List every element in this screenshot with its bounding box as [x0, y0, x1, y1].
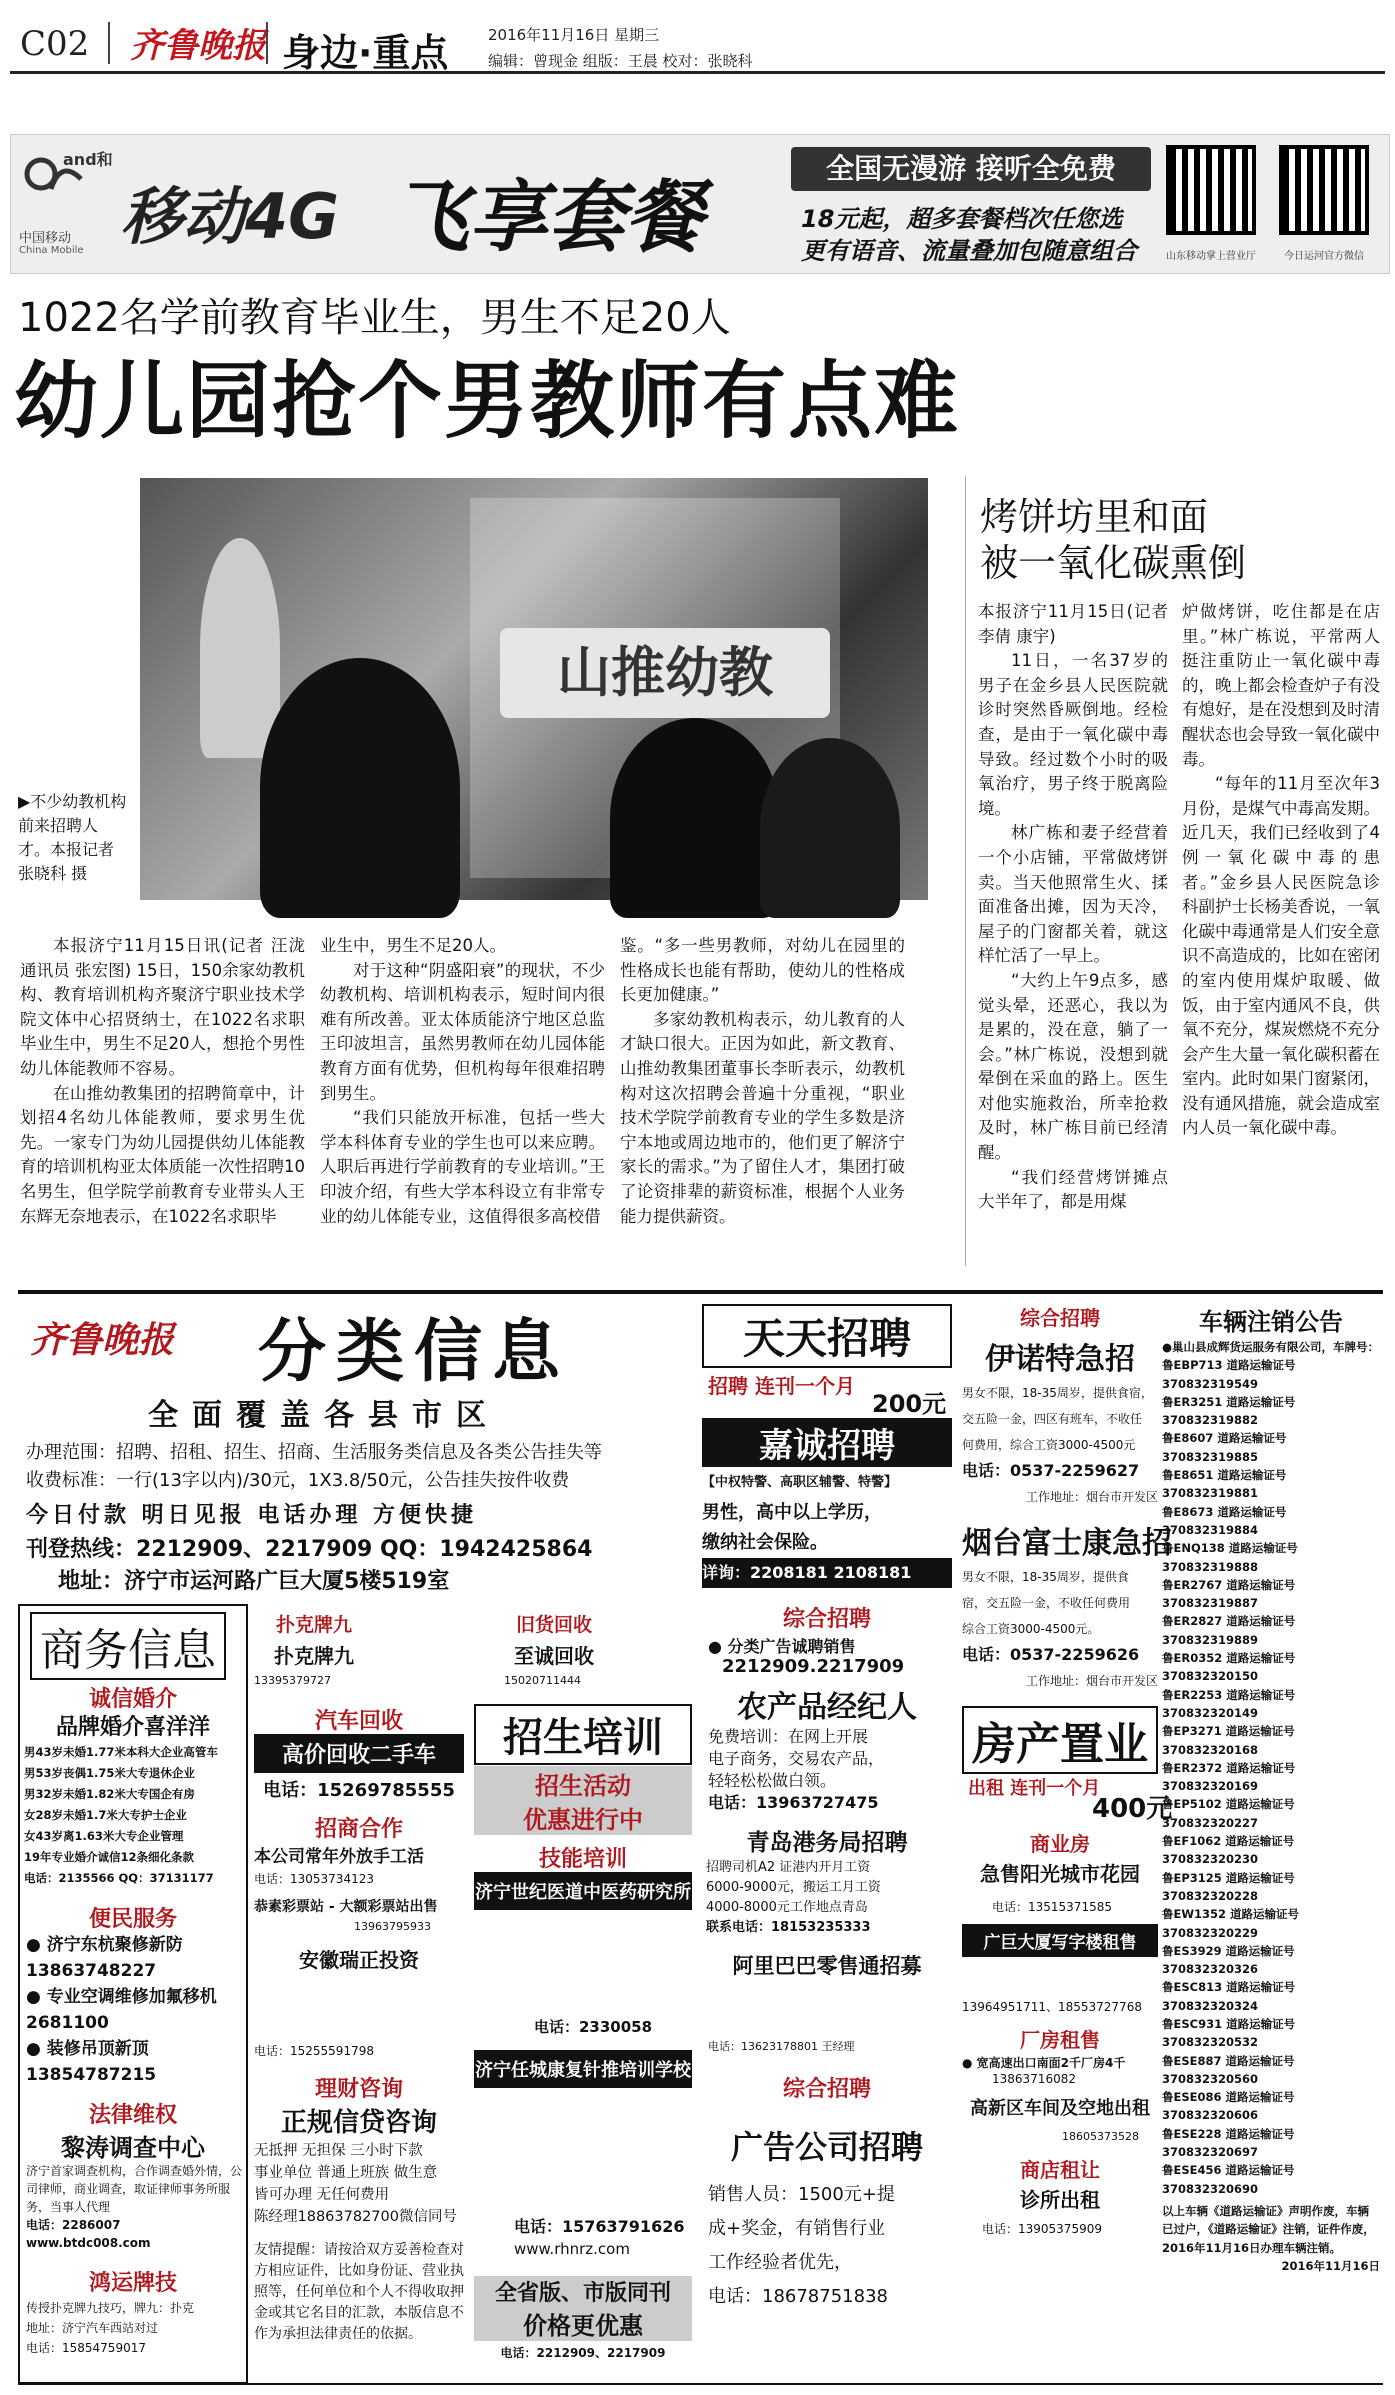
shop-phone: 电话：13515371585	[992, 1900, 1112, 1914]
comp-heading-3: 综合招聘	[1020, 1306, 1100, 1330]
car-heading: 汽车回收	[314, 1709, 403, 1734]
side-column-1	[978, 600, 1168, 1215]
list-item: 鲁ER2372 道路运输证号370832320169	[1162, 1760, 1296, 1794]
paragraph: 鉴。“多一些男教师，对幼儿在园里的性格成长也能有帮助，使幼儿的性格成长更加健康。”	[620, 936, 905, 1005]
company-name: 中国移动	[19, 231, 72, 246]
divider	[266, 22, 268, 64]
list-item: 电子商务，交易农产品，	[708, 1749, 885, 1768]
reminder: 友情提醒：请按洽双方妥善检查对方相应证件，比如身份证、营业执照等，任何单位和个人不得收取押金或其它名目的汇款，本版信息不作为承担法律责任的依据。	[254, 2242, 464, 2342]
paragraph: 业生中，男生不足20人。	[320, 936, 506, 955]
marriage-heading: 诚信婚介	[88, 1687, 177, 1712]
yantai-title: 烟台富士康急招	[962, 1526, 1172, 1561]
list-item: 免费培训：在网上开展	[708, 1727, 869, 1746]
yinuo-title: 伊诺特急招	[985, 1342, 1135, 1377]
gaoxin-phone: 18605373528	[1062, 2130, 1139, 2143]
loan-details	[254, 2140, 469, 2228]
editor-credits: 编辑：曾现金 组版：王晨 校对：张晓科	[488, 52, 753, 70]
ad-company-title: 广告公司招聘	[730, 2128, 923, 2166]
list-item: 济宁首家调查机构，合作调查婚外情，公司律师，商业调查，取证律师事务所服务，当事人代理	[26, 2164, 243, 2214]
paragraph: 在山推幼教集团的招聘简章中，计划招4名幼儿体能教师，要求男生优先。一家专门为幼儿园提供幼儿体能教育的培训机构亚太体质能一次性招聘10名男生，但学院学前教育专业带头人王东辉无奈地表示，在1022名求职毕	[20, 1083, 305, 1226]
vehicle-list	[1162, 1338, 1380, 2275]
list-item: 传授扑克牌九技巧，牌九：扑克	[26, 2301, 195, 2315]
vehicle-note: 以上车辆《道路运输证》声明作废，车辆已过户，《道路运输证》注销，证件作废，2016年11月16日办理车辆注销。	[1162, 2203, 1375, 2255]
repair-details	[26, 2298, 244, 2358]
list-item: 男43岁未婚1.77米本科大企业高管车	[24, 1745, 218, 1759]
list-item: 4000-8000元工作地点青岛	[706, 1900, 868, 1915]
classified-title: 分类信息	[258, 1313, 571, 1392]
rent-label: 出租 连刊一个月	[968, 1778, 1101, 1799]
school3-phone: 电话：2212909、2217909	[500, 2346, 666, 2360]
paragraph: “我们只能放开标准，包括一些大学本科体育专业的学生也可以来应聘。人职后再进行学前教育的专业培训。”王印波介绍，有些大学本科设立有非常专业的幼儿体能专业，这值得很多高校借	[320, 1108, 605, 1226]
factory-line: ● 宽高速出口南面2千厂房4千	[962, 2056, 1126, 2070]
list-item: 电话：13963727475	[708, 1793, 879, 1812]
school3-sub: 价格更优惠	[474, 2306, 692, 2341]
marriage-list	[24, 1742, 246, 1889]
paragraph: “我们经营烤饼摊点大半年了，都是用煤	[978, 1167, 1168, 1212]
list-item: 鲁EP3271 道路运输证号370832320168	[1162, 1724, 1295, 1757]
list-item: 交五险一金，四区有班车，不收任	[962, 1412, 1143, 1426]
qd-details	[706, 1858, 952, 1938]
skills-heading: 技能培训	[538, 1847, 627, 1872]
qd-title: 青岛港务局招聘	[746, 1830, 908, 1856]
property-title: 房产置业	[962, 1706, 1158, 1774]
list-item: 2681100	[26, 2013, 109, 2033]
list-item: 鲁EP5102 道路运输证号370832320227	[1162, 1797, 1295, 1830]
list-item: 工作地址：烟台市开发区	[1025, 1674, 1158, 1688]
list-item: 缴纳社会保险。	[702, 1532, 828, 1553]
shop-heading: 商业房	[1030, 1832, 1090, 1856]
list-item: 男32岁未婚1.82米大专国企有房	[24, 1787, 195, 1801]
rent-price: 400元	[1092, 1794, 1173, 1824]
legal-heading: 法律维权	[88, 2103, 177, 2128]
issue-date: 2016年11月16日 星期三	[488, 26, 660, 44]
list-item: 电话：15854759017	[26, 2341, 146, 2355]
school2-web[interactable]: www.rhnrz.com	[514, 2240, 630, 2258]
guangju-phone: 13964951711、18553727768	[962, 2000, 1142, 2014]
business-title: 商务信息	[30, 1612, 226, 1680]
person	[610, 718, 780, 918]
list-item: 宿，交五险一金，不收任何费用	[962, 1596, 1131, 1610]
alibaba-phone: 电话：13623178801 王经理	[708, 2040, 855, 2053]
list-item: 鲁ESC813 道路运输证号370832320324	[1162, 1980, 1296, 2013]
list-item: 鲁ESE086 道路运输证号370832320606	[1162, 2090, 1295, 2123]
legal-name: 黎涛调查中心	[61, 2134, 205, 2162]
article-kicker: 1022名学前教育毕业生，男生不足20人	[18, 295, 731, 341]
paper-logo: 齐鲁晚报	[130, 26, 266, 66]
person	[200, 538, 280, 758]
list-item: 鲁EBP713 道路运输证号370832319549	[1162, 1358, 1296, 1391]
ad-company-details	[708, 2178, 952, 2314]
photo-caption: ▶不少幼教机构前来招聘人才。本报记者 张晓科 摄	[18, 792, 127, 883]
paragraph: “大约上午9点多，感觉头晕，还恶心，我以为是累的，没在意，躺了一会。”林广栋说，没想到就晕倒在采血的路上。医生对他实施救治，所幸抢救及时，林广栋目前已经清醒。	[978, 970, 1168, 1163]
classified-logo: 齐鲁晚报	[30, 1319, 175, 1361]
person	[260, 658, 460, 918]
yantai-details	[962, 1564, 1158, 1694]
list-item: 地址：济宁汽车西站对过	[26, 2321, 159, 2335]
guangju-title: 广巨大厦写字楼租售	[962, 1924, 1158, 1957]
list-item: 鲁ER2767 道路运输证号370832319887	[1162, 1577, 1296, 1611]
divider	[108, 22, 110, 64]
list-item[interactable]: 详询：2208181 2108181	[702, 1558, 952, 1588]
list-item: 鲁ESC931 道路运输证号370832320532	[1162, 2016, 1296, 2050]
daily-price: 200元	[872, 1390, 947, 1418]
list-item: 鲁ESE887 道路运输证号370832320560	[1162, 2053, 1295, 2086]
comp-phone[interactable]: 2212909.2217909	[722, 1656, 905, 1677]
list-item: 鲁E8673 道路运输证号370832319884	[1162, 1504, 1287, 1537]
factory-heading: 厂房租售	[1020, 2028, 1100, 2052]
list-item: 轻轻松松做白领。	[708, 1771, 837, 1790]
list-item: 电话：0537-2259626	[962, 1645, 1140, 1664]
list-item: 13863748227	[26, 1961, 157, 1981]
list-item: 何费用，综合工资3000-4500元	[962, 1438, 1136, 1452]
list-item: 综合工资3000-4500元。	[962, 1622, 1100, 1636]
article-column-3	[620, 934, 905, 1229]
list-item: 19年专业婚介诚信12条细化条款	[24, 1850, 195, 1864]
legal-details	[26, 2162, 244, 2252]
qr-code-icon[interactable]	[1166, 145, 1256, 235]
list-item: 电话：2135566 QQ：37131177	[24, 1871, 214, 1885]
car-phone[interactable]: 电话：15269785555	[263, 1780, 455, 1801]
photo-sign: 山推幼教	[500, 628, 830, 718]
list-item: 鲁ER3251 道路运输证号370832319882	[1162, 1394, 1296, 1428]
classified-section	[18, 1290, 1383, 2385]
list-item: 成+奖金，有销售行业	[708, 2218, 886, 2239]
list-item: 男女不限，18-35周岁，提供食宿，	[962, 1386, 1153, 1400]
paragraph: 本报济宁11月15日(记者 李倩 康宇)	[978, 602, 1168, 646]
paragraph: 11日，一名37岁的男子在金乡县人民医院就诊时突然昏厥倒地。经检查，是由于一氧化碳中毒导致。经过数个小时的吸氧治疗，男子终于脱离险境。	[978, 651, 1168, 818]
ad-sub-2: 更有语音、流量叠加包随意组合	[801, 237, 1137, 265]
and-brand: and和	[63, 150, 113, 169]
ad-highlight: 全国无漫游 接听全免费	[791, 147, 1151, 191]
farm-title: 农产品经纪人	[737, 1690, 917, 1725]
list-item: 鲁E8607 道路运输证号370832319885	[1162, 1431, 1287, 1464]
list-item: 【中权特警、高职区辅警、特警】	[702, 1475, 898, 1490]
school2-title: 济宁任城康复针推培训学校	[474, 2050, 692, 2088]
list-item: ● 专业空调维修加氟移机	[26, 1987, 217, 2007]
loan-title: 正规信贷咨询	[280, 2108, 437, 2138]
list-item: 女43岁离1.63米大专企业管理	[24, 1829, 184, 1843]
list-item: 男53岁丧偶1.75米大专退休企业	[24, 1766, 195, 1780]
page-header	[10, 8, 1385, 74]
school2-phone: 电话：15763791626	[514, 2217, 685, 2236]
list-item: 工作地址：烟台市开发区	[1025, 1490, 1158, 1504]
list-item: 电话：2286007 www.btdc008.com	[26, 2218, 151, 2250]
safety-phone: 电话：15255591798	[254, 2044, 374, 2058]
article-headline: 幼儿园抢个男教师有点难	[14, 352, 961, 450]
side-story-title-1: 烤饼坊里和面	[980, 495, 1209, 539]
article-column-2	[320, 934, 605, 1229]
list-item: 无抵押 无担保 三小时下款	[254, 2143, 423, 2159]
store-title: 诊所出租	[1020, 2188, 1100, 2212]
business-column	[18, 1604, 248, 2384]
list-item: 工作经验者优先，	[708, 2252, 852, 2273]
person	[760, 738, 900, 918]
side-column-2	[1182, 600, 1380, 1141]
ad-sub-1: 18元起，超多套餐档次任您选	[801, 205, 1123, 233]
list-item: 13854787215	[26, 2065, 157, 2085]
classified-address: 地址：济宁市运河路广巨大厦5楼519室	[58, 1569, 450, 1594]
list-item: 6000-9000元，搬运工月工资	[706, 1880, 881, 1895]
classified-motto: 今日付款 明日见报 电话办理 方便快捷	[26, 1503, 477, 1528]
list-item: 鲁EF1062 道路运输证号370832320230	[1162, 1834, 1295, 1867]
list-item: ●巢山县成辉货运服务有限公司，车牌号：	[1162, 1340, 1380, 1354]
gaoxin-title: 高新区车间及空地出租	[970, 2098, 1150, 2119]
list-item: 男女不限，18-35周岁，提供食	[962, 1570, 1129, 1584]
vehicle-title: 车辆注销公告	[1199, 1308, 1343, 1336]
convenience-list	[26, 1932, 244, 2088]
comp-heading: 综合招聘	[782, 1607, 871, 1632]
list-item: 销售人员：1500元+提	[708, 2184, 895, 2205]
alibaba-title: 阿里巴巴零售通招募	[732, 1954, 922, 1978]
used-phone: 15020711444	[504, 1674, 581, 1687]
vehicle-date: 2016年11月16日	[1281, 2258, 1380, 2273]
invest-title: 本公司常年外放手工活	[254, 1847, 424, 1867]
list-item: 鲁EW1352 道路运输证号370832320229	[1162, 1907, 1300, 1940]
list-item: 男性，高中以上学历，	[702, 1502, 882, 1523]
classified-scope: 办理范围：招聘、招租、招生、招商、生活服务类信息及各类公告挂失等	[26, 1442, 602, 1463]
paragraph: 林广栋和妻子经营着一个小店铺，平常做烤饼卖。当天他照常生火、揉面准备出摊，因为天冷，屋子的门窗都关着，就这样忙活了一早上。	[978, 823, 1168, 966]
convenience-heading: 便民服务	[88, 1907, 177, 1932]
classified-fee: 收费标准：一行(13字以内)/30元，1X3.8/50元，公告挂失按件收费	[26, 1470, 570, 1491]
jobs-column	[702, 1298, 957, 2384]
poker-heading: 扑克牌九	[275, 1614, 352, 1636]
store-phone: 电话：13905375909	[982, 2222, 1102, 2236]
paragraph: 多家幼教机构表示，幼儿教育的人才缺口很大。正因为如此，新文教育、山推幼教集团董事长李昕表示，幼教机构对这次招聘会普遍十分重视，“职业技术学院学前教育专业的学生多数是济宁本地或周边地市的，他们更了解济宁家长的需求。”为了留住人才，集团打破了论资排辈的薪资标准，根据个人业务能力提供薪资。	[620, 1009, 905, 1226]
invest-phone: 电话：13053734123	[254, 1872, 374, 1886]
paragraph: 炉做烤饼，吃住都是在店里。”林广栋说，平常两人挺注重防止一氧化碳中毒的，晚上都会检查炉子有没有熄好，是在没想到及时清醒状态也会导致一氧化碳中毒。	[1182, 602, 1380, 769]
list-item: 联系电话：18153235333	[706, 1920, 871, 1935]
school1-phone: 电话：2330058	[534, 2018, 653, 2036]
classified-subtitle: 全面覆盖各县市区	[148, 1398, 500, 1433]
store-heading: 商店租让	[1020, 2158, 1100, 2182]
list-item: 鲁ES3929 道路运输证号370832320326	[1162, 1943, 1295, 1977]
jiacheng-details	[702, 1468, 952, 1588]
school-title: 招生培训	[474, 1704, 692, 1765]
list-item: 陈经理18863782700微信同号	[254, 2209, 457, 2225]
list-item: 鲁ER2827 道路运输证号370832319889	[1162, 1614, 1296, 1647]
list-item: 鲁ESE456 道路运输证号370832320690	[1162, 2163, 1295, 2196]
safety-title: 安徽瑞正投资	[299, 1948, 419, 1972]
list-item: 电话：0537-2259627	[962, 1461, 1140, 1480]
repair-heading: 鸿运牌技	[88, 2271, 177, 2296]
recruit-property-column	[962, 1298, 1173, 2384]
side-story-title-2: 被一氧化碳熏倒	[980, 541, 1247, 585]
school-event-2: 优惠进行中	[474, 1800, 692, 1835]
list-item: 事业单位 普通上班族 做生意	[254, 2165, 438, 2181]
list-item: 电话：18678751838	[708, 2286, 888, 2307]
lottery-title: 恭素彩票站 - 大额彩票站出售	[254, 1899, 438, 1915]
shop-title: 急售阳光城市花园	[980, 1862, 1140, 1886]
used-heading: 旧货回收	[515, 1614, 592, 1636]
classified-masthead	[18, 1298, 698, 1596]
list-item: 皆可办理 无任何费用	[254, 2187, 390, 2203]
list-item: ● 济宁东杭聚修新防	[26, 1935, 183, 1955]
daily-price-label: 招聘 连刊一个月	[708, 1374, 855, 1398]
list-item: 鲁E8651 道路运输证号370832319881	[1162, 1468, 1287, 1501]
list-item: 鲁ER0352 道路运输证号370832320150	[1162, 1651, 1296, 1684]
list-item: 鲁ENQ138 道路运输证号370832319888	[1162, 1541, 1298, 1574]
invest-heading: 招商合作	[314, 1817, 403, 1842]
school-column	[474, 1604, 696, 2384]
paragraph: “每年的11月至次年3月份，是煤气中毒高发期。近几天，我们已经收到了4例一氧化碳中毒的患者。”金乡县人民医院急诊科副护士长杨美香说，一氧化碳中毒通常是人们安全意识不高造成的，比如在密闭的室内使用煤炉取暖、做饭，由于室内通风不良，供氧不充分，煤炭燃烧不充分会产生大量一氧化碳积蓄在室内。此时如果门窗紧闭，没有通风措施，就会造成室内人员一氧化碳中毒。	[1182, 774, 1380, 1138]
article-column-1	[20, 934, 305, 1229]
lottery-phone: 13963795933	[354, 1920, 431, 1933]
comp-hotline: ● 分类广告诚聘销售	[708, 1637, 856, 1656]
qr-label-1: 山东移动掌上营业厅	[1166, 251, 1256, 262]
list-item: 鲁ESE228 道路运输证号370832320697	[1162, 2126, 1295, 2160]
paragraph: 本报济宁11月15日讯(记者 汪泷 通讯员 张宏图) 15日，150余家幼教机构、教育培训机构齐聚济宁职业技术学院文体中心招贤纳士，在1022名求职毕业生中，男生不足20人，想抢个男性幼儿体能教师不容易。	[20, 936, 305, 1078]
qr-code-icon[interactable]	[1279, 145, 1369, 235]
daily-title: 天天招聘	[702, 1304, 952, 1368]
jiacheng-title: 嘉诚招聘	[702, 1418, 952, 1467]
paragraph: 对于这种“阴盛阳衰”的现状，不少幼教机构、培训机构表示，短时间内很难有所改善。亚太体质能济宁地区总监王印波坦言，虽然男教师在幼儿园体能教育方面有优势，但机构每年很难招聘到男生。	[320, 960, 605, 1103]
qr-label-2: 今日运河官方微信	[1284, 251, 1364, 262]
ad-slogan-4g: 移动4G	[121, 180, 340, 253]
marriage-name: 品牌婚介喜洋洋	[55, 1715, 210, 1740]
farm-details	[708, 1726, 952, 1814]
factory-phone: 13863716082	[992, 2072, 1076, 2086]
poker-title: 扑克牌九	[274, 1644, 354, 1668]
list-item: ● 装修吊顶新顶	[26, 2039, 149, 2059]
comp-heading-2: 综合招聘	[782, 2077, 871, 2102]
yinuo-details	[962, 1380, 1158, 1510]
car-title: 高价回收二手车	[254, 1734, 464, 1773]
section-title: 身边·重点	[282, 31, 449, 75]
classified-hotline[interactable]: 刊登热线：2212909、2217909 QQ：1942425864	[26, 1537, 593, 1562]
finance-heading: 理财咨询	[314, 2077, 403, 2102]
poker-phone: 13395379727	[254, 1674, 331, 1687]
page-number: C02	[20, 24, 90, 64]
school1-title: 济宁世纪医道中医药研究所	[474, 1872, 692, 1910]
company-name-en: China Mobile	[19, 245, 84, 256]
used-title: 至诚回收	[514, 1644, 594, 1668]
list-item: 鲁EP3125 道路运输证号370832320228	[1162, 1870, 1295, 1903]
article-photo	[140, 478, 928, 900]
school-event: 招生活动	[474, 1766, 692, 1801]
vehicle-notice-column	[1160, 1298, 1382, 2384]
list-item: 招聘司机A2 证港内开月工资	[706, 1860, 871, 1875]
list-item: 女28岁未婚1.7米大专护士企业	[24, 1808, 187, 1822]
ad-slogan-main: 飞享套餐	[391, 173, 704, 263]
mobile-ad-banner[interactable]	[10, 134, 1390, 274]
list-item: 鲁ER2253 道路运输证号370832320149	[1162, 1687, 1296, 1720]
school3-title: 全省版、市版同刊	[474, 2276, 692, 2307]
column-rule	[965, 476, 966, 1266]
